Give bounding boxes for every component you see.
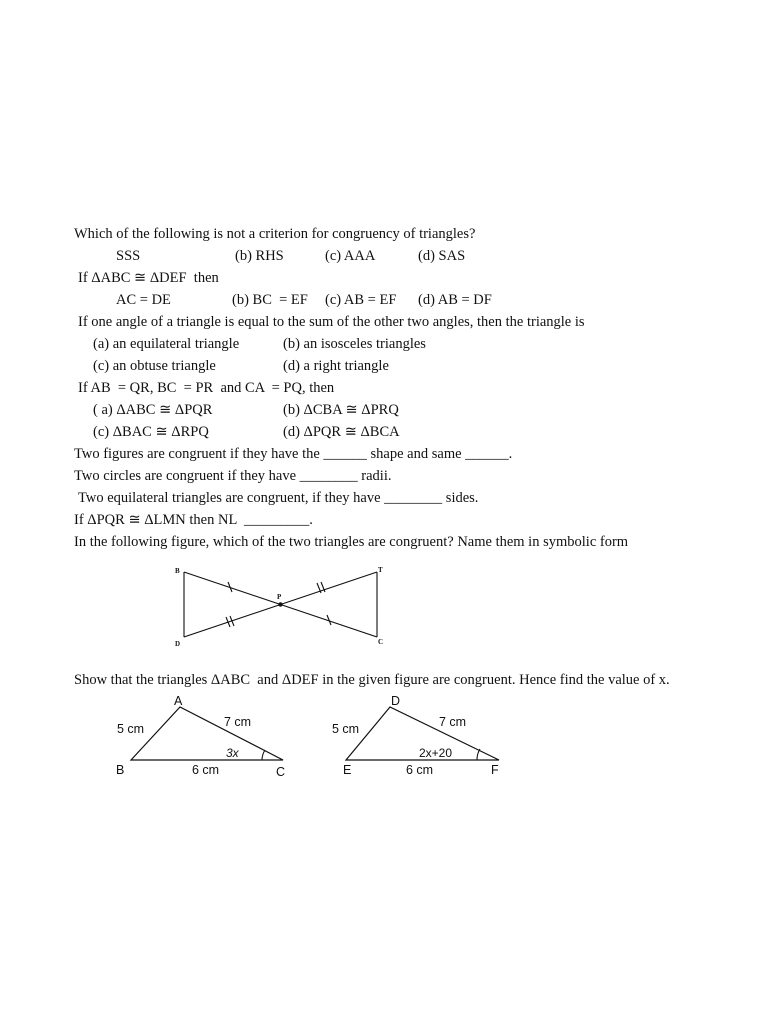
triangle-def xyxy=(332,694,499,777)
label-t: T xyxy=(378,566,383,574)
question-9-text: In the following figure, which of the two triangles are congruent? Name them in symbolic form xyxy=(74,534,629,550)
side-df-length: 7 cm xyxy=(439,715,467,729)
question-3-option-c: (c) an obtuse triangle xyxy=(93,358,216,374)
question-4-option-d: (d) ΔPQR ≅ ΔBCA xyxy=(283,424,400,440)
question-4-text: If AB = QR, BC = PR and CA = PQ, then xyxy=(78,380,335,396)
bowtie-triangles-figure xyxy=(170,562,400,652)
question-3-option-a: (a) an equilateral triangle xyxy=(93,336,240,352)
question-3-text: If one angle of a triangle is equal to the sum of the other two angles, then the triangle is xyxy=(78,314,585,330)
question-4-option-c: (c) ΔBAC ≅ ΔRPQ xyxy=(93,424,209,440)
question-1-option-a: SSS xyxy=(116,248,141,264)
question-1-option-b: (b) RHS xyxy=(235,248,284,264)
question-2-option-d: (d) AB = DF xyxy=(418,292,492,308)
vertex-c: C xyxy=(276,765,286,779)
question-1-text: Which of the following is not a criterion for congruency of triangles? xyxy=(74,226,476,242)
vertex-a: A xyxy=(174,694,183,708)
question-7-text: Two equilateral triangles are congruent, if they have ________ sides. xyxy=(78,490,479,506)
side-ab-length: 5 cm xyxy=(117,722,145,736)
vertex-d: D xyxy=(391,694,401,708)
question-1-option-d: (d) SAS xyxy=(418,248,466,264)
question-3-option-d: (d) a right triangle xyxy=(283,358,389,374)
angle-f-label: 2x+20 xyxy=(419,746,453,760)
side-de-length: 5 cm xyxy=(332,722,360,736)
label-d: D xyxy=(175,640,181,648)
label-c: C xyxy=(378,638,384,646)
vertex-f: F xyxy=(491,763,499,777)
label-b: B xyxy=(175,567,180,575)
question-2-option-b: (b) BC = EF xyxy=(232,292,308,308)
vertex-b: B xyxy=(116,763,125,777)
question-4-option-b: (b) ΔCBA ≅ ΔPRQ xyxy=(283,402,399,418)
question-6-text: Two circles are congruent if they have ________ radii. xyxy=(74,468,392,484)
angle-c-label: 3x xyxy=(226,746,239,760)
side-ef-length: 6 cm xyxy=(406,763,434,777)
angle-f-arc xyxy=(477,749,480,760)
question-2-option-a: AC = DE xyxy=(116,292,171,308)
point-p-dot xyxy=(278,602,282,606)
triangles-abc-def-figure xyxy=(100,690,520,785)
question-5-text: Two figures are congruent if they have the ______ shape and same ______. xyxy=(74,446,513,462)
question-8-text: If ΔPQR ≅ ΔLMN then NL _________. xyxy=(74,512,313,528)
vertex-e: E xyxy=(343,763,352,777)
side-bc-length: 6 cm xyxy=(192,763,220,777)
angle-c-arc xyxy=(262,750,265,760)
side-ac-length: 7 cm xyxy=(224,715,252,729)
question-4-option-a: ( a) ΔABC ≅ ΔPQR xyxy=(93,402,213,418)
question-2-option-c: (c) AB = EF xyxy=(325,292,397,308)
question-1-option-c: (c) AAA xyxy=(325,248,376,264)
question-10-text: Show that the triangles ΔABC and ΔDEF in the given figure are congruent. Hence find the value of x. xyxy=(74,672,670,688)
triangle-abc xyxy=(116,694,285,779)
question-3-option-b: (b) an isosceles triangles xyxy=(283,336,426,352)
question-2-text: If ΔABC ≅ ΔDEF then xyxy=(78,270,219,286)
label-p: P xyxy=(277,593,282,601)
